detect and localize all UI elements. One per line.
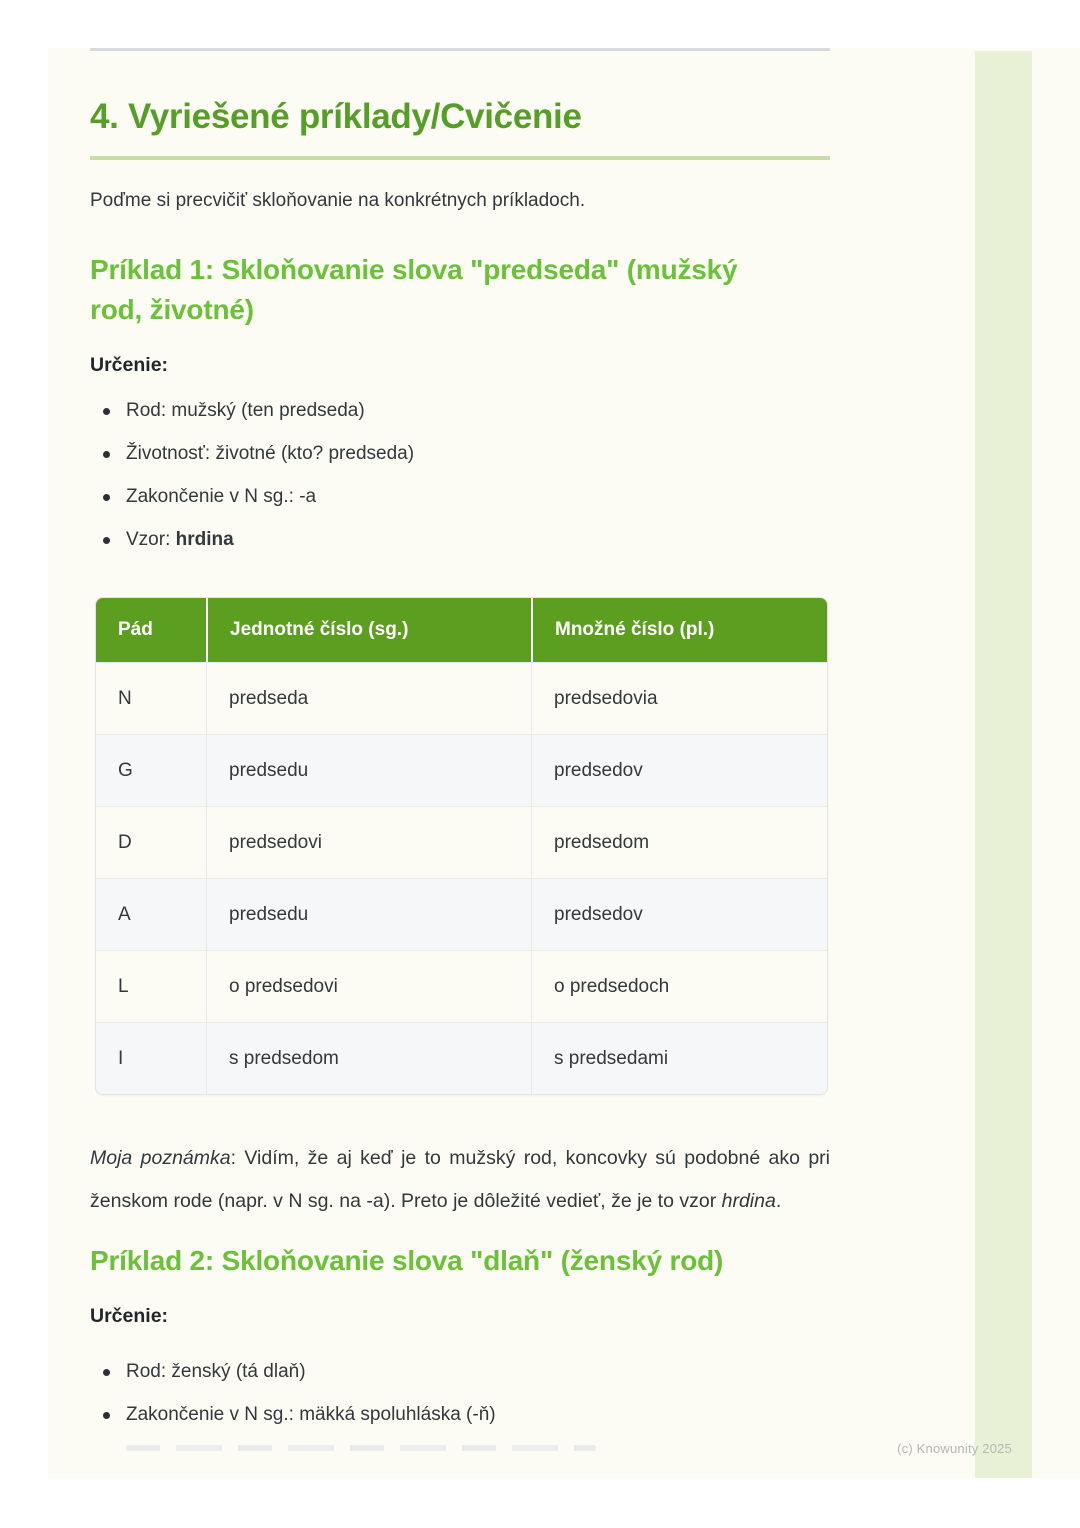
- cell-case: D: [96, 806, 206, 878]
- list-item-text: Zakončenie v N sg.: mäkká spoluhláska (-ň): [126, 1404, 496, 1425]
- right-green-strip: [973, 51, 1032, 1478]
- list-item: [90, 1402, 830, 1428]
- table-row: [96, 662, 827, 734]
- table-header-row: [96, 598, 827, 662]
- table-row: [96, 806, 827, 878]
- cell-singular: predsedu: [206, 878, 531, 950]
- document-content: [90, 48, 830, 1451]
- cell-singular: s predsedom: [206, 1022, 531, 1094]
- note-body-text: : Vidím, že aj keď je to mužský rod, koncovky sú podobné ako pri ženskom rode (napr. v N sg. na -a). Preto je dôležité vedieť, že je to vzor: [90, 1147, 831, 1212]
- table-row: [96, 950, 827, 1022]
- cell-singular: predsedovi: [206, 806, 531, 878]
- clipped-next-line: [126, 1445, 596, 1451]
- note-paragraph: [90, 1137, 830, 1223]
- note-italic-tail: hrdina: [721, 1190, 776, 1212]
- cell-plural: o predsedoch: [531, 950, 827, 1022]
- example1-bullet-list: [90, 398, 830, 553]
- cell-case: G: [96, 734, 206, 806]
- list-item-text: Vzor:: [126, 529, 176, 550]
- cell-case: I: [96, 1022, 206, 1094]
- cell-case: N: [96, 662, 206, 734]
- cell-singular: predseda: [206, 662, 531, 734]
- note-period: .: [775, 1190, 782, 1212]
- list-item-bold-text: hrdina: [175, 529, 234, 550]
- list-item: [90, 441, 830, 467]
- example1-heading: Príklad 1: Skloňovanie slova "predseda" (mužský rod, životné): [90, 254, 738, 325]
- title-underline: [90, 156, 830, 160]
- copyright-text: (c) Knowunity 2025: [897, 1441, 1012, 1456]
- table-row: [96, 1022, 827, 1094]
- cell-case: A: [96, 878, 206, 950]
- cell-plural: s predsedami: [531, 1022, 827, 1094]
- cell-singular: o predsedovi: [206, 950, 531, 1022]
- cell-case: L: [96, 950, 206, 1022]
- list-item: [90, 527, 830, 553]
- example2-heading: Príklad 2: Skloňovanie slova "dlaň" (ženský rod): [90, 1245, 724, 1276]
- cell-plural: predsedov: [531, 878, 827, 950]
- declension-table-container: [95, 597, 828, 1095]
- list-item-text: Životnosť: životné (kto? predseda): [126, 443, 415, 464]
- list-item-text: Rod: ženský (tá dlaň): [126, 1361, 306, 1382]
- note-italic-lead: Moja poznámka: [90, 1147, 231, 1169]
- example2-urcenie-label: Určenie:: [90, 1305, 169, 1327]
- section-title: 4. Vyriešené príklady/Cvičenie: [90, 97, 582, 136]
- declension-table: [96, 598, 827, 1094]
- list-item: [90, 398, 830, 424]
- list-item: [90, 1359, 830, 1385]
- table-row: [96, 734, 827, 806]
- cell-plural: predsedom: [531, 806, 827, 878]
- cell-plural: predsedovia: [531, 662, 827, 734]
- list-item-text: Zakončenie v N sg.: -a: [126, 486, 317, 507]
- cell-singular: predsedu: [206, 734, 531, 806]
- example2-bullet-list: [90, 1359, 830, 1428]
- list-item: [90, 484, 830, 510]
- example1-urcenie-label: Určenie:: [90, 354, 169, 376]
- document-sheet: [48, 48, 1080, 1478]
- intro-paragraph: Poďme si precvičiť skloňovanie na konkrétnych príkladoch.: [90, 190, 586, 211]
- list-item-text: Rod: mužský (ten predseda): [126, 400, 365, 421]
- cell-plural: predsedov: [531, 734, 827, 806]
- column-header-pad: Pád: [96, 598, 206, 662]
- column-header-plural: Množné číslo (pl.): [531, 598, 827, 662]
- table-row: [96, 878, 827, 950]
- column-header-singular: Jednotné číslo (sg.): [206, 598, 531, 662]
